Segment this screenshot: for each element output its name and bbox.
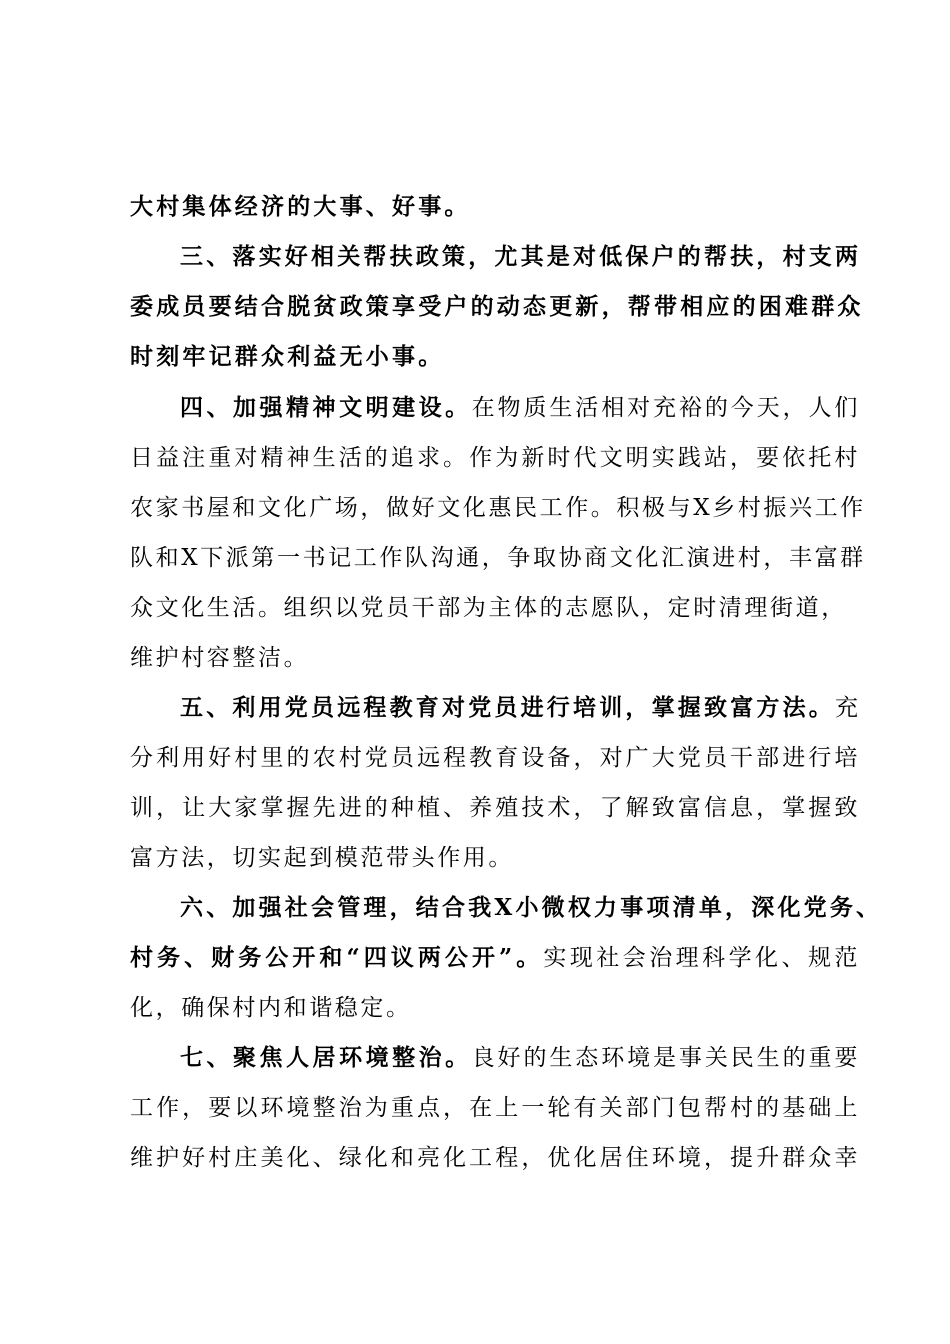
section-7-heading: 七、聚焦人居环境整治。良好的生态环境是事关民生的重要 — [180, 1044, 861, 1071]
text-line: 时刻牢记群众利益无小事。 — [130, 343, 445, 370]
text-line: 维护村容整洁。 — [130, 645, 310, 671]
text-line: 农家书屋和文化广场，做好文化惠民工作。积极与X乡村振兴工作 — [130, 495, 866, 521]
text-line: 委成员要结合脱贫政策享受户的动态更新，帮带相应的困难群众 — [130, 293, 864, 320]
text-line: 分利用好村里的农村党员远程教育设备，对广大党员干部进行培 — [130, 745, 860, 771]
text-line: 工作，要以环境整治为重点，在上一轮有关部门包帮村的基础上 — [130, 1095, 860, 1121]
text-line: 队和X下派第一书记工作队沟通，争取协商文化汇演进村，丰富群 — [130, 545, 866, 571]
section-3-heading: 三、落实好相关帮扶政策，尤其是对低保户的帮扶，村支两 — [180, 243, 862, 270]
text-line: 化，确保村内和谐稳定。 — [130, 995, 412, 1021]
text-line: 富方法，切实起到模范带头作用。 — [130, 845, 514, 871]
text-line: 大村集体经济的大事、好事。 — [130, 193, 471, 220]
text-line: 村务、财务公开和“四议两公开”。实现社会治理科学化、规范 — [130, 944, 860, 971]
section-5-heading: 五、利用党员远程教育对党员进行培训，掌握致富方法。充 — [180, 694, 861, 721]
section-6-heading: 六、加强社会管理，结合我X小微权力事项清单，深化党务、 — [180, 894, 883, 921]
text-line: 日益注重对精神生活的追求。作为新时代文明实践站，要依托村 — [130, 445, 860, 471]
text-line: 训，让大家掌握先进的种植、养殖技术，了解致富信息，掌握致 — [130, 795, 860, 821]
section-4-heading: 四、加强精神文明建设。在物质生活相对充裕的今天，人们 — [180, 394, 861, 421]
text-line: 众文化生活。组织以党员干部为主体的志愿队，定时清理街道， — [130, 595, 847, 621]
text-line: 维护好村庄美化、绿化和亮化工程，优化居住环境，提升群众幸 — [130, 1145, 860, 1171]
